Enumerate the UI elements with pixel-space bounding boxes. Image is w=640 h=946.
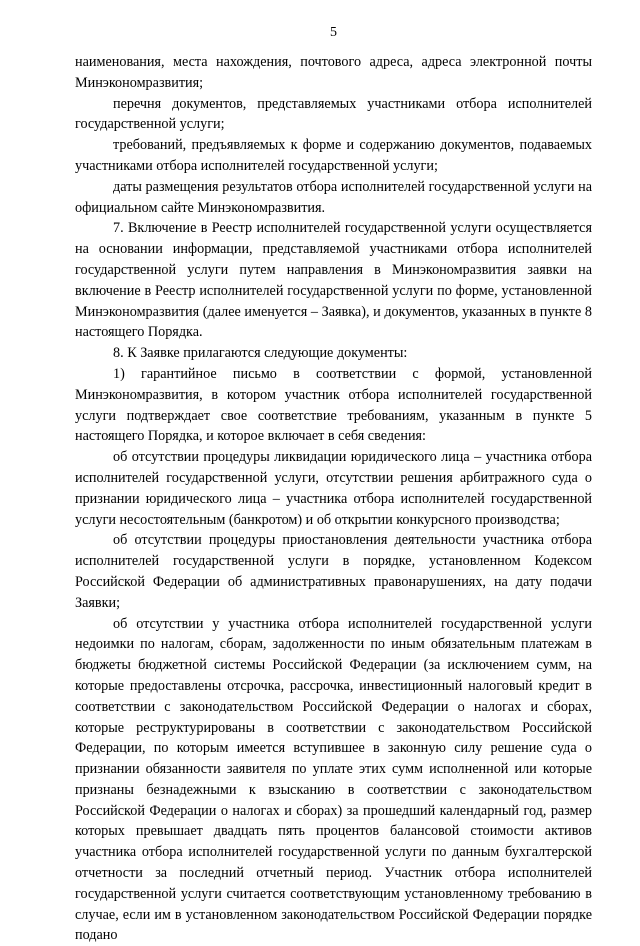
paragraph-liquidation-info: об отсутствии процедуры ликвидации юридического лица – участника отбора исполнителей государственной услуги, отсутствии решения арбитражного суда о признании юридического лица – участника отбора исполнителей государственной услуги несостоятельным (банкротом) и об открытии конкурсного производства;: [75, 449, 592, 528]
paragraph-clause-7: 7. Включение в Реестр исполнителей государственной услуги осуществляется на основании информации, представляемой участниками отбора исполнителей государственной услуги путем направления в Минэкономразвития заявки на включение в Реестр исполнителей государственной услуги по форме, установленной Минэкономразвития (далее именуется – Заявка), и документов, указанных в пункте 8 настоящего Порядка.: [75, 220, 592, 341]
paragraph-email-address-item: наименования, места нахождения, почтового адреса, адреса электронной почты Минэкономразвития;: [75, 54, 592, 91]
paragraph-document-list-item: перечня документов, представляемых участниками отбора исполнителей государственной услуги;: [75, 95, 592, 133]
paragraph-tax-arrears-info: об отсутствии у участника отбора исполнителей государственной услуги недоимки по налогам, сборам, задолженности по иным обязательным платежам в бюджеты бюджетной системы Российской Федерации (за исключением сумм, на которые предоставлены отсрочка, рассрочка, инвестиционный налоговый кредит в соответствии с законодательством Российской Федерации о налогах и сборах, которые реструктурированы в соответствии с законодательством Российской Федерации, по которым имеется вступившее в законную силу решение суда о признании обязанности заявителя по уплате этих сумм исполненной или которые признаны безнадежными к взысканию в соответствии с законодательством Российской Федерации о налогах и сборах) за прошедший календарный год, размер которых превышает двадцать пять процентов балансовой стоимости активов участника отбора исполнителей государственной услуги по данным бухгалтерской отчетности за последний отчетный период. Участник отбора исполнителей государственной услуги считается соответствующим установленному требованию в случае, если им в установленном законодательством Российской Федерации порядке подано: [75, 615, 592, 944]
body-text: [75, 52, 592, 946]
paragraph-suspension-info: об отсутствии процедуры приостановления деятельности участника отбора исполнителей государственной услуги в порядке, установленном Кодексом Российской Федерации об административных правонарушениях, на дату подачи Заявки;: [75, 532, 592, 611]
paragraph-guarantee-letter: 1) гарантийное письмо в соответствии с формой, установленной Минэкономразвития, в котором участник отбора исполнителей государственной услуги подтверждает свое соответствие требованиям, указанным в пункте 5 настоящего Порядка, и которое включает в себя сведения:: [75, 365, 592, 445]
paragraph-publication-date-item: даты размещения результатов отбора исполнителей государственной услуги на официальном сайте Минэкономразвития.: [75, 178, 592, 216]
paragraph-clause-8: 8. К Заявке прилагаются следующие документы:: [113, 345, 408, 362]
page-number: 5: [330, 25, 337, 40]
paragraph-requirements-item: требований, предъявляемых к форме и содержанию документов, подаваемых участниками отбора исполнителей государственной услуги;: [75, 137, 592, 174]
